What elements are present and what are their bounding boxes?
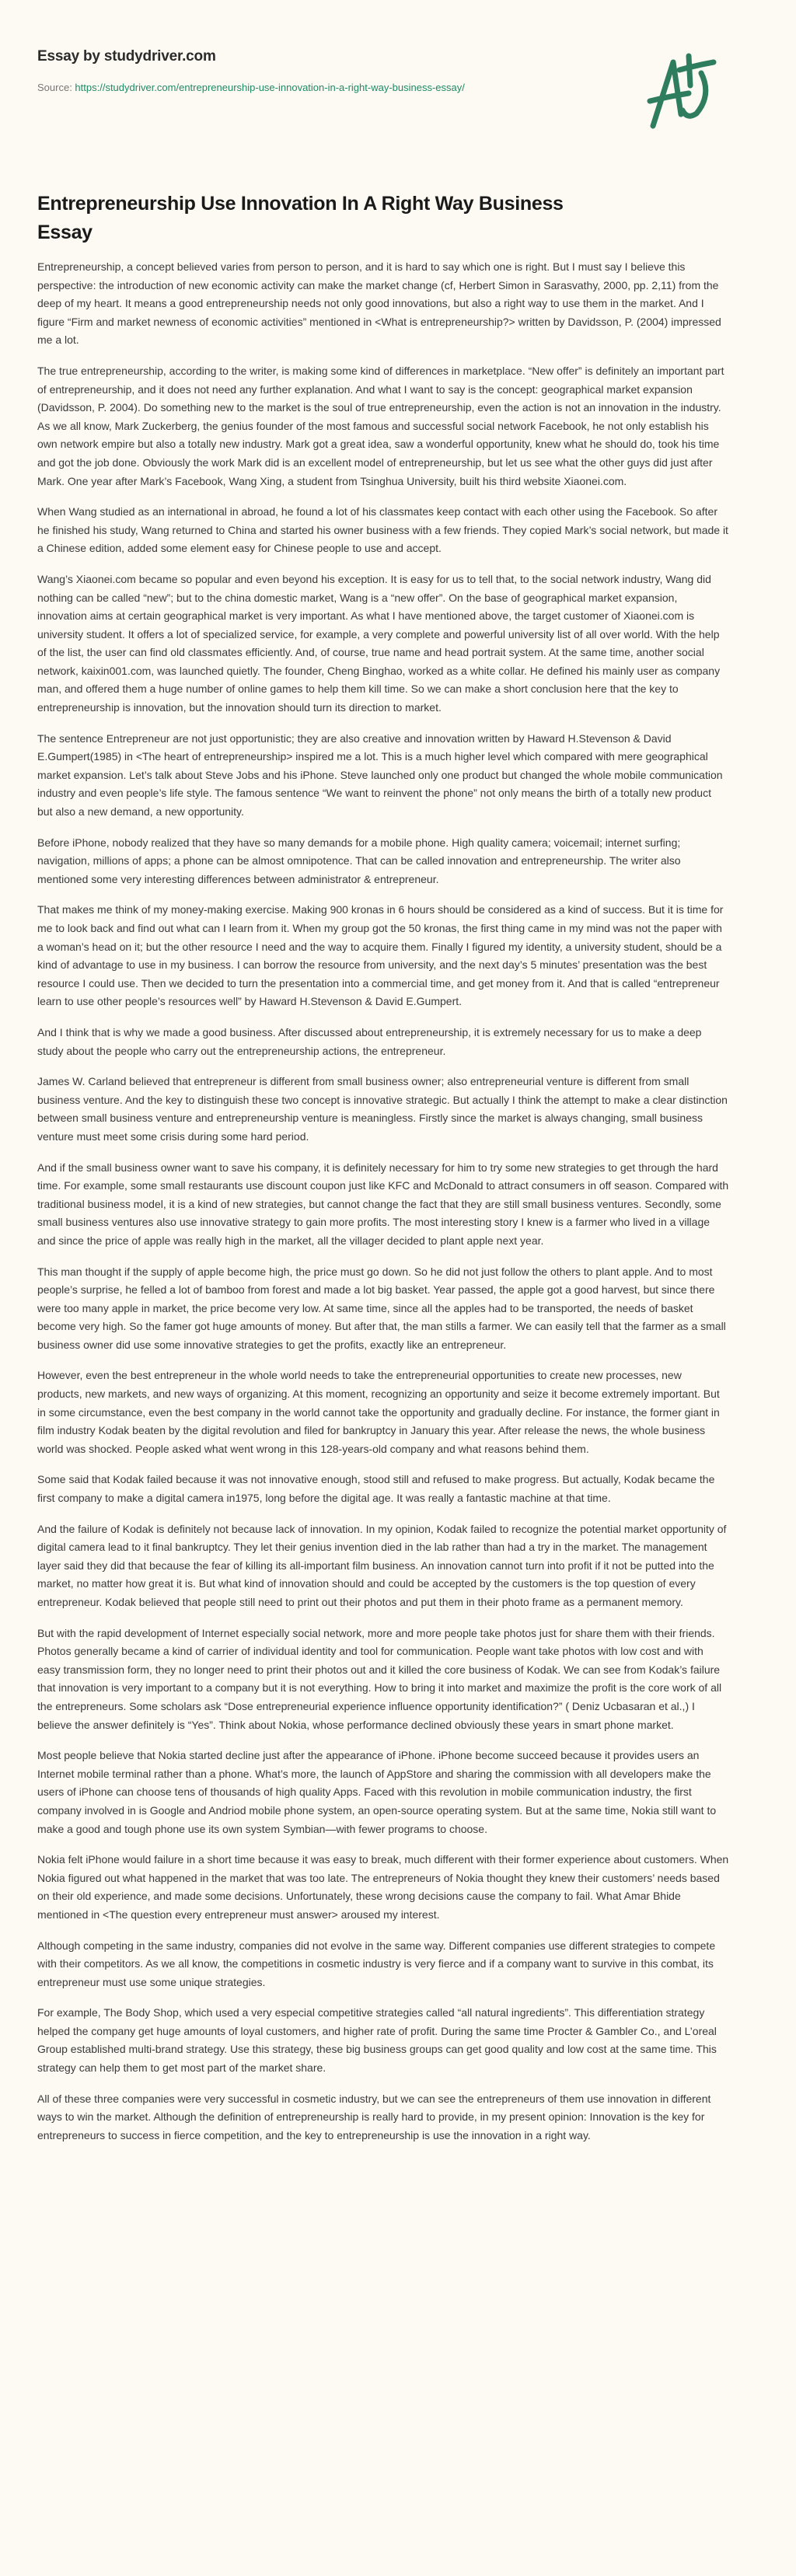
paragraph: James W. Carland believed that entrepreneur is different from small business owner; also entrepreneurial venture is different from small business venture. And the key to distinguish these two concept is innovative strategic. But actually I think the attempt to make a clear distinction between small business venture and entrepreneurship venture is meaningless. Firstly since the market is always changing, small business venture must meet some crisis during some hard period. (37, 1075, 728, 1143)
paragraph: That makes me think of my money-making exercise. Making 900 kronas in 6 hours should be considered as a kind of success. But it is time for me to look back and find out what can I learn from it. When my group got the 50 kronas, the first thing came in my mind was not the paper with a woman’s head on it; but the other resource I need and the way to acquire them. Finally I figured my identity, a university student, should be a kind of advantage to use in my business. I can borrow the resource from university, and the next day’s 5 minutes’ presentation was the best resource I could use. Then we decided to turn the presentation into a commercial time, and get money from it. And that is called “entrepreneur learn to use other people’s resources well” by Haward H.Stevenson & David E.Gumpert. (37, 903, 724, 1008)
paragraph: For example, The Body Shop, which used a very especial competitive strategies called “all natural ingredients”. This differentiation strategy helped the company get huge amounts of loyal customers, and higher rate of profit. During the same time Procter & Gambler Co., and L’oreal Group established multi-brand strategy. Use this strategy, these big business groups can get good quality and low cost at the same time. This strategy can help them to get most part of the market share. (37, 2006, 717, 2075)
paragraph: Some said that Kodak failed because it was not innovative enough, stood still and refused to make progress. But actually, Kodak became the first company to make a digital camera in1975, long before the digital age. It was really a fantastic machine at that time. (37, 1473, 715, 1505)
paragraph: And I think that is why we made a good business. After discussed about entrepreneurship, it is extremely necessary for us to make a deep study about the people who carry out the entrepreneurship actions, the entrepreneur. (37, 1025, 702, 1057)
paragraph: Most people believe that Nokia started decline just after the appearance of iPhone. iPhone become succeed because it provides users an Internet mobile terminal rather than a phone. What’s more, the launch of AppStore and sharing the commission with all developers make the users of iPhone can choose tens of thousands of high quality Apps. Faced with this revolution in mobile communication industry, the first company involved in is Google and Andriod mobile phone system, an open-source operating system. But at the same time, Nokia still want to make a good and tough phone use its own system Symbian—with fewer programs to choose. (37, 1749, 717, 1835)
paragraph: And if the small business owner want to save his company, it is definitely necessary for him to try some new strategies to get through the hard time. For example, some small restaurants use discount coupon just like KFC and McDonald to attract consumers in off season. Compared with traditional business model, it is a kind of new strategies, but cannot change the fact that they are still small business ventures. Secondly, some small business ventures also use innovative strategy to gain more profits. The most interesting story I knew is a farmer who lived in a village and since the price of apple was really high in the market, all the villager decided to plant apple next year. (37, 1161, 729, 1247)
source-label: Source: (37, 82, 75, 93)
source-link[interactable]: https://studydriver.com/entrepreneurship-use-innovation-in-a-right-way-business-essay/ (75, 82, 465, 93)
paragraph: Wang’s Xiaonei.com became so popular and even beyond his exception. It is easy for us to tell that, to the social network industry, Wang did nothing can be called “new”; but to the china domestic market, Wang is a “new offer”. On the base of geographical market expansion, innovation aims at certain geographical market is very important. As what I have mentioned above, the target customer of Xiaonei.com is university student. It offers a lot of specialized service, for example, a very complete and powerful university list of all over world. With the help of the list, the user can find old classmates efficiently. And, of course, true name and head portrait system. At the same time, another social network, kaixin001.com, was launched quietly. The founder, Cheng Binghao, worked as a white collar. He defined his mainly user as company man, and offered them a huge number of online games to help them kill time. So we can make a short conclusion here that the key to entrepreneurship is innovation, but the innovation should turn its direction to market. (37, 572, 721, 714)
essay-title: Entrepreneurship Use Innovation In A Right Way Business Essay (37, 193, 564, 243)
paragraph: And the failure of Kodak is definitely not because lack of innovation. In my opinion, Kodak failed to recognize the potential market opportunity of digital camera lead to it final bankruptcy. They let their genius invention died in the lab rather than had a try in the market. The management layer said they did that because the fear of killing its all-important film business. An innovation cannot turn into profit if it not be putted into the market, no matter how great it is. But what kind of innovation should and could be accepted by the customers is the top question of every entrepreneur. Kodak believed that people still need to print out their photos and put them in their photo frame as a permanent memory. (37, 1522, 727, 1608)
source-line (37, 79, 550, 96)
paragraph: Although competing in the same industry, companies did not evolve in the same way. Different companies use different strategies to compete with their competitors. As we all know, the competitions in cosmetic industry is very fierce and if a company want to survive in this combat, its entrepreneur must use some unique strategies. (37, 1939, 716, 1988)
paragraph: But with the rapid development of Internet especially social network, more and more people take photos just for share them with their friends. Photos generally became a kind of carrier of individual identity and tool for communication. People want take photos with low cost and with easy transmission form, they no longer need to print their photos out and it killed the core business of Kodak. We can see from Kodak’s failure that innovation is very important to a company but it is not everything. How to bring it into market and maximize the profit is the core work of all the entrepreneurs. Some scholars ask “Dose entrepreneurial experience influence opportunity identification?” ( Deniz Ucbasaran et al.,) I believe the answer definitely is “Yes”. Think about Nokia, whose performance declined obviously these years in smart phone market. (37, 1626, 722, 1731)
paragraph: When Wang studied as an international in abroad, he found a lot of his classmates keep contact with each other using the Facebook. So after he finished his study, Wang returned to China and started his owner business with a few friends. They copied Mark’s social network, but made it a Chinese edition, added some element easy for Chinese people to use and accept. (37, 505, 728, 555)
paragraph: The true entrepreneurship, according to the writer, is making some kind of differences in marketplace. “New offer” is definitely an important part of entrepreneurship, and it does not need any further explanation. And what I want to say is the concept: geographical market expansion (Davidsson, P. 2004). Do something new to the market is the soul of true entrepreneurship, even the action is not an innovation in the industry. As we all know, Mark Zuckerberg, the genius founder of the most famous and successful social network Facebook, he not only establish his own network empire but also a totally new industry. Mark got a great idea, saw a wonderful opportunity, knew what he should do, took his time and got the job done. Obviously the work Mark did is an excellent model of entrepreneurship, but let us see what the other guys did just after Mark. One year after Mark’s Facebook, Wang Xing, a student from Tsinghua University, built his third website Xiaonei.com. (37, 364, 724, 487)
paragraph: However, even the best entrepreneur in the whole world needs to take the entrepreneurial opportunities to create new processes, new products, new markets, and new ways of organizing. At this moment, recognizing an opportunity and seize it become extremely important. But in some circumstance, even the best company in the world cannot take the opportunity and gradually decline. For instance, the former giant in film industry Kodak beaten by the digital revolution and filed for bankruptcy in January this year. After release the news, the whole business world was shocked. People asked what went wrong in this 128-years-old company and what reasons behind them. (37, 1369, 720, 1455)
essay-body (37, 258, 729, 2145)
paragraph: Before iPhone, nobody realized that they have so many demands for a mobile phone. High quality camera; voicemail; internet surfing; navigation, millions of apps; a phone can be almost omnipotence. That can be called innovation and entrepreneurship. The writer also mentioned some very interesting differences between administrator & entrepreneur. (37, 836, 681, 885)
paragraph: The sentence Entrepreneur are not just opportunistic; they are also creative and innovation written by Haward H.Stevenson & David E.Gumpert(1985) in <The heart of entrepreneurship> inspired me a lot. This is a much higher level which compared with mere geographical market expansion. Let’s talk about Steve Jobs and his iPhone. Steve launched only one product but changed the whole mobile communication industry and even people’s life style. The famous sentence “We want to reinvent the phone” not only means the birth of a totally new product but also a new demand, a new opportunity. (37, 731, 723, 819)
site-brand: Essay by studydriver.com (37, 48, 216, 65)
paragraph: Nokia felt iPhone would failure in a short time because it was easy to break, much different with their former experience about customers. When Nokia figured out what happened in the market that was too late. The entrepreneurs of Nokia thought they knew their customers’ needs based on their old experience, and made some decisions. Unfortunately, these wrong decisions cause the company to fail. What Amar Bhide mentioned in <The question every entrepreneur must answer> aroused my interest. (37, 1853, 729, 1921)
paragraph: All of these three companies were very successful in cosmetic industry, but we can see the entrepreneurs of them use innovation in different ways to win the market. Although the definition of entrepreneurship is really hard to provide, in my present opinion: Innovation is the key for entrepreneurs to success in fierce competition, and the key to entrepreneurship is use the innovation in a right way. (37, 2092, 711, 2141)
paragraph: Entrepreneurship, a concept believed varies from person to person, and it is hard to say which one is right. But I must say I believe this perspective: the introduction of new economic activity can make the market change (cf, Herbert Simon in Sarasvathy, 2000, pp. 2,11) from the deep of my heart. It means a good entrepreneurship needs not only good innovations, but also a right way to use them in the market. And I figure “Firm and market newness of economic activities” mentioned in <What is entrepreneurship?> written by Davidsson, P. (2004) impressed me a lot. (37, 260, 721, 347)
a-plus-logo-icon (642, 48, 720, 134)
paragraph: This man thought if the supply of apple become high, the price must go down. So he did not just follow the others to plant apple. And to most people’s surprise, he felled a lot of bamboo from forest and made a lot big basket. Year passed, the apple got a good harvest, but since there were too many apple in market, the price become very low. At same time, since all the apples had to be transported, the needs of basket become very high. So the famer got huge amounts of money. But after that, the man stills a farmer. We can easily tell that the farmer as a small business owner did use some innovative strategies to get the profits, exactly like an entrepreneur. (37, 1265, 726, 1351)
